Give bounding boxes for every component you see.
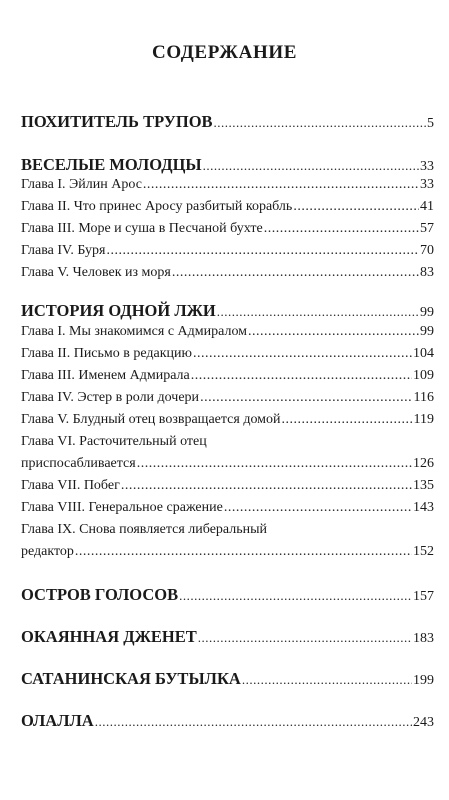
entry-title: редактор	[21, 544, 74, 559]
toc-entry-story	[21, 112, 434, 132]
entry-title: Глава III. Море и суша в Песчаной бухте	[21, 221, 263, 236]
toc-entry-story	[21, 669, 434, 689]
toc-entry-story	[21, 585, 434, 605]
chapter-title-line-1: Глава VI. Расточительный отец	[21, 434, 207, 449]
entry-page-number: 152	[413, 544, 434, 559]
dot-leader	[248, 324, 419, 340]
entry-title: приспосабливается	[21, 456, 136, 471]
dot-leader	[224, 500, 412, 516]
dot-leader	[179, 588, 412, 604]
entry-page-number: 157	[413, 589, 434, 604]
entry-title: Глава I. Мы знакомимся с Адмиралом	[21, 324, 248, 339]
dot-leader	[203, 158, 419, 174]
chapter-title-line-1: Глава IX. Снова появляется либеральный	[21, 522, 268, 537]
toc-entry-chapter	[21, 243, 434, 259]
dot-leader	[217, 304, 419, 320]
toc-entry-chapter	[21, 368, 434, 384]
toc-entry-chapter	[21, 478, 434, 494]
dot-leader	[137, 456, 412, 472]
entry-title: Глава III. Именем Адмирала	[21, 368, 190, 383]
entry-title: Глава V. Человек из моря	[21, 265, 171, 280]
dot-leader	[214, 115, 426, 131]
dot-leader	[198, 630, 412, 646]
entry-page-number: 104	[413, 346, 434, 361]
entry-page-number: 33	[420, 177, 434, 192]
toc-entry-story	[21, 711, 434, 731]
entry-title: ВЕСЕЛЫЕ МОЛОДЦЫ	[21, 155, 202, 174]
entry-title: Глава IV. Буря	[21, 243, 106, 258]
toc-entry-chapter	[21, 456, 434, 472]
entry-title: Глава II. Что принес Аросу разбитый корабль	[21, 199, 293, 214]
toc-entry-chapter	[21, 221, 434, 237]
entry-page-number: 5	[427, 116, 434, 131]
dot-leader	[95, 714, 412, 730]
entry-title: ИСТОРИЯ ОДНОЙ ЛЖИ	[21, 301, 216, 320]
entry-page-number: 243	[413, 715, 434, 730]
entry-page-number: 57	[420, 221, 434, 236]
entry-page-number: 119	[413, 412, 434, 427]
dot-leader	[193, 346, 412, 362]
entry-page-number: 135	[413, 478, 434, 493]
dot-leader	[282, 412, 413, 428]
entry-title: ОЛАЛЛА	[21, 711, 94, 730]
entry-title: Глава IV. Эстер в роли дочери	[21, 390, 200, 405]
toc-entry-chapter	[21, 177, 434, 193]
entry-title: Глава I. Эйлин Арос	[21, 177, 142, 192]
entry-title: Глава V. Блудный отец возвращается домой	[21, 412, 281, 427]
toc-entry-chapter	[21, 544, 434, 560]
dot-leader	[242, 672, 412, 688]
toc-entry-chapter	[21, 412, 434, 428]
toc-entry-chapter	[21, 500, 434, 516]
entry-title: Глава VII. Побег	[21, 478, 120, 493]
dot-leader	[75, 544, 412, 560]
entry-title: Глава VIII. Генеральное сражение	[21, 500, 223, 515]
entry-page-number: 99	[420, 305, 434, 320]
entry-page-number: 70	[420, 243, 434, 258]
toc-entry-chapter	[21, 346, 434, 362]
dot-leader	[264, 221, 419, 237]
toc-entry-story	[21, 301, 434, 321]
toc-entry-chapter	[21, 199, 434, 215]
entry-page-number: 143	[413, 500, 434, 515]
entry-title: ПОХИТИТЕЛЬ ТРУПОВ	[21, 112, 213, 131]
entry-title: Глава II. Письмо в редакцию	[21, 346, 192, 361]
dot-leader	[191, 368, 412, 384]
entry-page-number: 199	[413, 673, 434, 688]
dot-leader	[293, 199, 419, 215]
entry-page-number: 99	[420, 324, 434, 339]
entry-page-number: 109	[413, 368, 434, 383]
entry-title: ОСТРОВ ГОЛОСОВ	[21, 585, 179, 604]
entry-page-number: 126	[413, 456, 434, 471]
entry-page-number: 33	[420, 159, 434, 174]
dot-leader	[121, 478, 412, 494]
dot-leader	[172, 265, 419, 281]
toc-entry-chapter	[21, 265, 434, 281]
dot-leader	[106, 243, 419, 259]
toc-entry-chapter	[21, 324, 434, 340]
toc-entry-story	[21, 627, 434, 647]
toc-entry-story	[21, 155, 434, 175]
entry-title: ОКАЯННАЯ ДЖЕНЕТ	[21, 627, 197, 646]
entry-page-number: 41	[420, 199, 434, 214]
entry-page-number: 116	[413, 390, 434, 405]
dot-leader	[200, 390, 412, 406]
entry-title: САТАНИНСКАЯ БУТЫЛКА	[21, 669, 241, 688]
entry-page-number: 83	[420, 265, 434, 280]
dot-leader	[143, 177, 419, 193]
toc-entry-chapter	[21, 390, 434, 406]
entry-page-number: 183	[413, 631, 434, 646]
page-title: СОДЕРЖАНИЕ	[152, 42, 297, 63]
